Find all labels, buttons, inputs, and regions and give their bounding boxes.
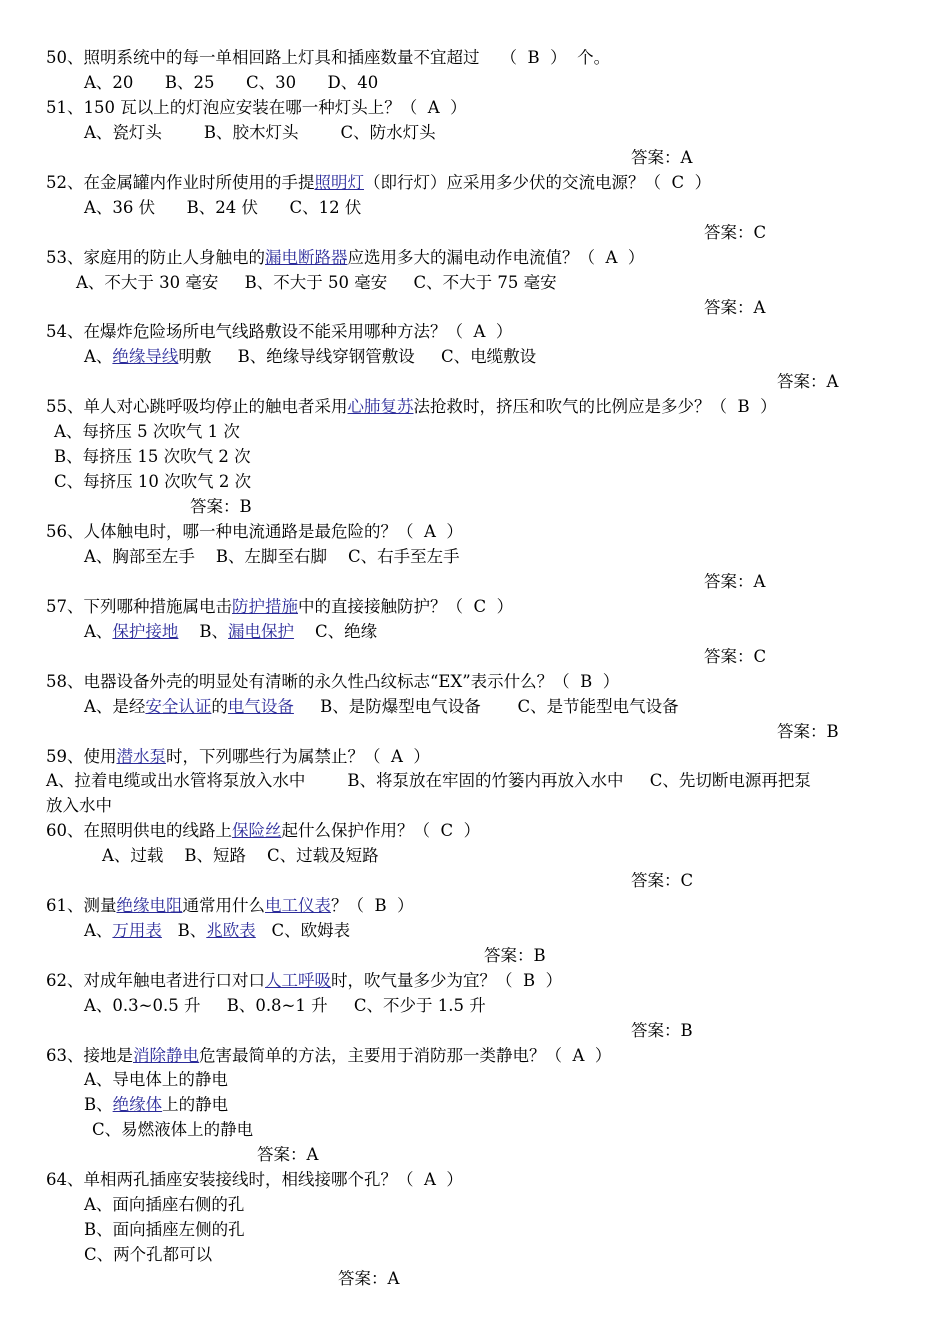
text-line (84, 620, 377, 644)
text-line (46, 894, 414, 918)
term-link[interactable]: 漏电保护 (228, 622, 295, 641)
text-segment: 答案：A (631, 148, 693, 167)
text-line (84, 1218, 245, 1242)
text-line (704, 570, 765, 594)
text-segment: A、拉着电缆或出水管将泵放入水中 B、将泵放在牢固的竹篓内再放入水中 C、先切断电源再把泵 (46, 771, 811, 790)
term-link[interactable]: 电气设备 (227, 697, 294, 716)
text-line (84, 345, 536, 369)
text-line (46, 171, 711, 195)
term-link[interactable]: 消除静电 (133, 1046, 199, 1065)
text-segment: A、导电体上的静电 (84, 1070, 228, 1089)
text-line (46, 769, 811, 793)
text-line (257, 1143, 318, 1167)
text-segment: 答案：A (257, 1145, 319, 1164)
text-segment: A、 (84, 921, 113, 940)
text-line (704, 221, 766, 245)
text-line (92, 1118, 253, 1142)
text-segment: 答案：B (484, 946, 546, 965)
text-segment: 明敷 B、绝缘导线穿钢管敷设 C、电缆敷设 (178, 347, 537, 366)
term-link[interactable]: 人工呼吸 (265, 971, 331, 990)
text-segment: C、欧姆表 (255, 921, 351, 940)
term-link[interactable]: 保护接地 (112, 622, 179, 641)
term-link[interactable]: 保险丝 (232, 821, 282, 840)
text-segment: 60、在照明供电的线路上 (46, 821, 232, 840)
text-line (777, 370, 838, 394)
text-segment: B、 (178, 622, 229, 641)
text-segment: 时，吹气量多少为宜？（ B ） (331, 971, 563, 990)
text-segment: 答案：B (631, 1021, 693, 1040)
text-segment: 答案：A (338, 1269, 400, 1288)
text-line (84, 545, 460, 569)
text-segment: 58、电器设备外壳的明显处有清晰的永久性凸纹标志“EX”表示什么？（ B ） (46, 672, 620, 691)
text-line (54, 420, 240, 444)
text-segment: A、36 伏 B、24 伏 C、12 伏 (84, 198, 362, 217)
text-segment: 时，下列哪些行为属禁止？（ A ） (166, 747, 430, 766)
term-link[interactable]: 兆欧表 (206, 921, 256, 940)
text-line (84, 1068, 228, 1092)
text-line (46, 96, 467, 120)
text-line (54, 445, 251, 469)
text-segment: 61、测量 (46, 896, 117, 915)
text-line (631, 146, 692, 170)
text-line (46, 395, 777, 419)
text-segment: ？（ B ） (331, 896, 414, 915)
term-link[interactable]: 电工仪表 (265, 896, 331, 915)
text-segment: 应选用多大的漏电动作电流值？（ A ） (347, 248, 645, 267)
text-segment: A、0.3~0.5 升 B、0.8~1 升 C、不少于 1.5 升 (84, 996, 486, 1015)
text-line (46, 246, 644, 270)
term-link[interactable]: 万用表 (112, 921, 162, 940)
term-link[interactable]: 绝缘电阻 (116, 896, 183, 915)
text-line (54, 470, 251, 494)
text-segment: 53、家庭用的防止人身触电的 (46, 248, 265, 267)
term-link[interactable]: 漏电断路器 (265, 248, 348, 267)
text-line (46, 969, 562, 993)
text-segment: 答案：A (777, 372, 839, 391)
text-line (631, 1019, 693, 1043)
text-segment: A、 (84, 347, 113, 366)
text-line (484, 944, 546, 968)
text-segment: A、每挤压 5 次吹气 1 次 (54, 422, 240, 441)
text-segment: A、胸部至左手 B、左脚至右脚 C、右手至左手 (84, 547, 460, 566)
text-segment: A、20 B、25 C、30 D、40 (84, 73, 379, 92)
text-segment: B、是防爆型电气设备 C、是节能型电气设备 (293, 697, 679, 716)
text-segment: 52、在金属罐内作业时所使用的手提 (46, 173, 315, 192)
text-line (46, 520, 463, 544)
text-segment: 62、对成年触电者进行口对口 (46, 971, 265, 990)
text-segment: 的 (211, 697, 228, 716)
text-segment: 危害最简单的方法，主要用于消防那一类静电？（ A ） (199, 1046, 612, 1065)
text-line (84, 71, 378, 95)
text-line (46, 1168, 463, 1192)
text-line (46, 819, 480, 843)
text-line (84, 121, 436, 145)
text-segment: 上的静电 (162, 1095, 229, 1114)
text-segment: 答案：C (704, 647, 767, 666)
text-segment: 中的直接接触防护？（ C ） (298, 597, 514, 616)
text-segment: 答案：B (190, 497, 252, 516)
text-line (84, 994, 486, 1018)
text-line (76, 271, 557, 295)
text-segment: C、绝缘 (294, 622, 378, 641)
text-line (84, 695, 679, 719)
text-segment: A、不大于 30 毫安 B、不大于 50 毫安 C、不大于 75 毫安 (76, 273, 557, 292)
text-segment: B、面向插座左侧的孔 (84, 1220, 245, 1239)
text-segment: 50、照明系统中的每一单相回路上灯具和插座数量不宜超过 （ B ） 个。 (46, 48, 611, 67)
text-line (84, 1243, 212, 1267)
text-segment: 55、单人对心跳呼吸均停止的触电者采用 (46, 397, 348, 416)
text-line (46, 595, 513, 619)
text-line (46, 320, 512, 344)
text-segment: 起什么保护作用？（ C ） (281, 821, 481, 840)
term-link[interactable]: 绝缘体 (112, 1095, 163, 1114)
term-link[interactable]: 心肺复苏 (347, 397, 414, 416)
text-segment: C、两个孔都可以 (84, 1245, 213, 1264)
text-segment: B、 (161, 921, 207, 940)
text-segment: C、易燃液体上的静电 (92, 1120, 254, 1139)
text-segment: 答案：B (777, 722, 839, 741)
term-link[interactable]: 潜水泵 (116, 747, 166, 766)
text-segment: B、 (84, 1095, 113, 1114)
text-segment: 放入水中 (46, 796, 112, 815)
text-line (46, 745, 430, 769)
text-segment: C、每挤压 10 次吹气 2 次 (54, 472, 252, 491)
text-segment: 54、在爆炸危险场所电气线路敷设不能采用哪种方法？（ A ） (46, 322, 513, 341)
text-line (704, 645, 766, 669)
text-line (190, 495, 252, 519)
text-segment: A、瓷灯头 B、胶木灯头 C、防水灯头 (84, 123, 436, 142)
term-link[interactable]: 绝缘导线 (112, 347, 179, 366)
text-line (704, 296, 765, 320)
text-segment: 59、使用 (46, 747, 117, 766)
text-line (84, 1093, 228, 1117)
text-line (46, 1044, 611, 1068)
text-line (631, 869, 693, 893)
text-line (102, 844, 379, 868)
text-segment: 答案：C (704, 223, 767, 242)
text-line (84, 196, 361, 220)
text-segment: A、是经 (84, 697, 146, 716)
text-segment: 63、接地是 (46, 1046, 133, 1065)
term-link[interactable]: 照明灯 (314, 173, 364, 192)
text-line (777, 720, 839, 744)
text-segment: 56、人体触电时，哪一种电流通路是最危险的？（ A ） (46, 522, 463, 541)
text-line (338, 1267, 399, 1291)
text-segment: 法抢救时，挤压和吹气的比例应是多少？（ B ） (413, 397, 777, 416)
text-segment: （即行灯）应采用多少伏的交流电源？（ C ） (364, 173, 712, 192)
text-line (46, 46, 610, 70)
text-segment: B、每挤压 15 次吹气 2 次 (54, 447, 251, 466)
text-line (46, 794, 112, 818)
text-segment: A、过载 B、短路 C、过载及短路 (102, 846, 379, 865)
text-segment: 51、150 瓦以上的灯泡应安装在哪一种灯头上？（ A ） (46, 98, 467, 117)
text-segment: 通常用什么 (182, 896, 265, 915)
text-line (84, 1193, 244, 1217)
text-segment: 答案：A (704, 572, 766, 591)
text-segment: A、面向插座右侧的孔 (84, 1195, 245, 1214)
text-segment: 57、下列哪种措施属电击 (46, 597, 232, 616)
text-line (84, 919, 350, 943)
text-segment: 64、单相两孔插座安装接线时，相线接哪个孔？（ A ） (46, 1170, 463, 1189)
text-segment: A、 (84, 622, 113, 641)
text-segment: 答案：A (704, 298, 766, 317)
term-link[interactable]: 安全认证 (145, 697, 212, 716)
text-line (46, 670, 619, 694)
text-segment: 答案：C (631, 871, 694, 890)
term-link[interactable]: 防护措施 (232, 597, 298, 616)
